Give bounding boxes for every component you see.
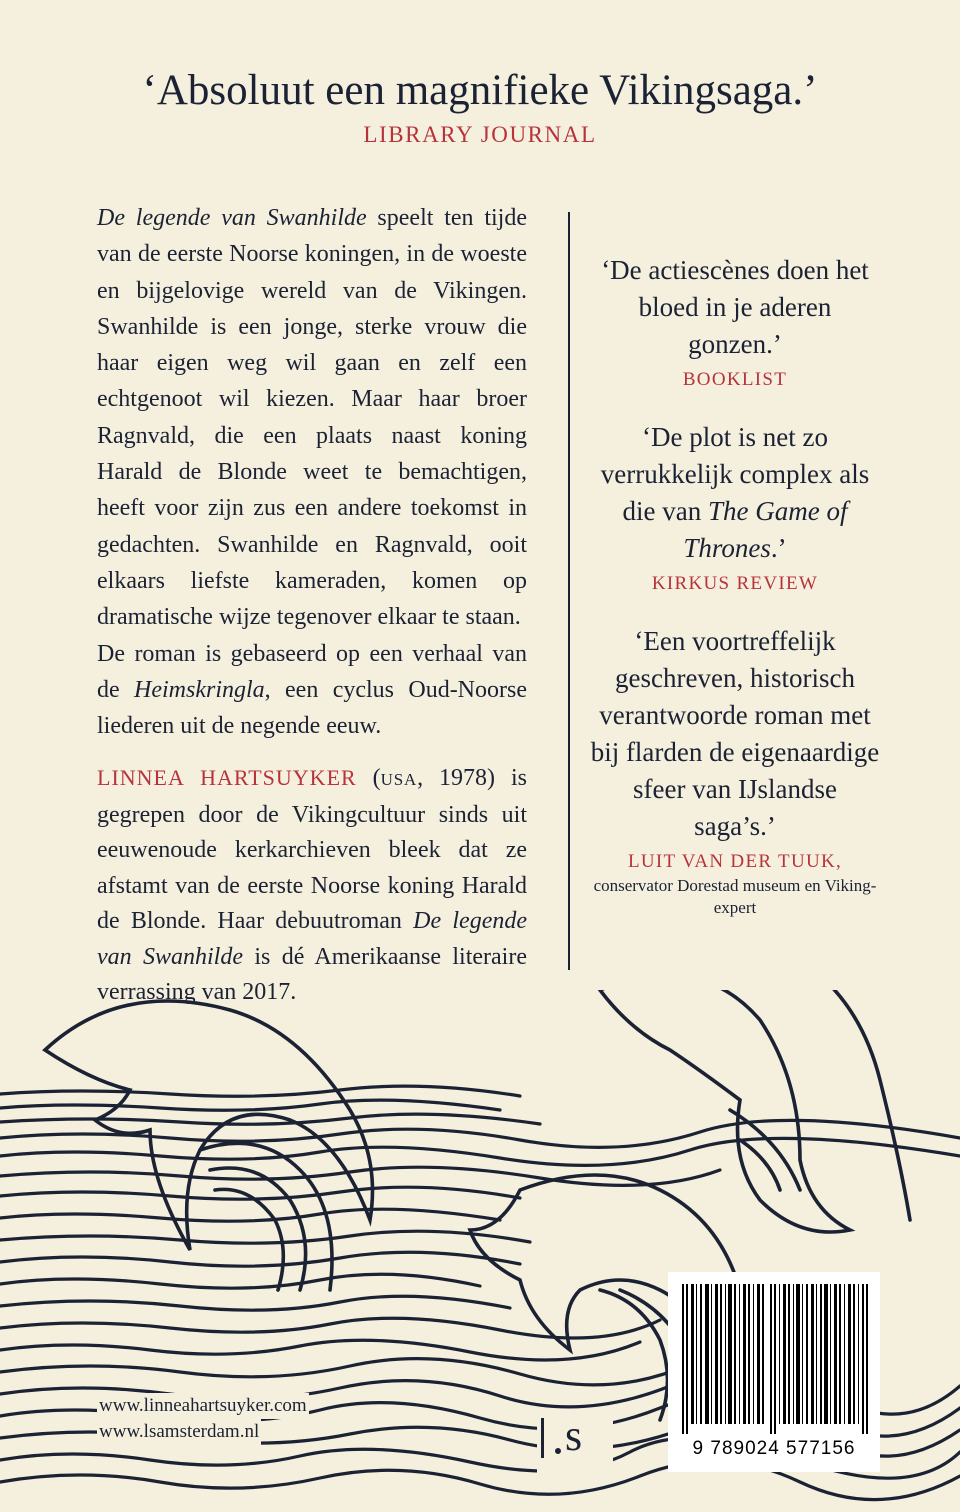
blurb-paragraph-1: [97, 200, 527, 636]
review-quote-text: .’: [770, 533, 787, 563]
debut-title: De legende van Swanhilde: [97, 908, 527, 970]
publisher-logo: [537, 1412, 613, 1476]
book-title: De legende van Swanhilde: [97, 205, 367, 231]
column-divider: [568, 212, 570, 970]
review-source: LUIT VAN DER TUUK,: [627, 851, 843, 872]
review-van-der-tuuk: [590, 623, 880, 919]
review-source: KIRKUS REVIEW: [651, 573, 819, 594]
headline-quote: ‘Absoluut een magnifieke Vikingsaga.’: [142, 67, 818, 114]
author-meta: (: [356, 765, 381, 791]
heimskringla-title: Heimskringla: [134, 676, 265, 703]
book-blurb: [97, 200, 527, 744]
barcode-bars: [682, 1284, 868, 1434]
game-of-thrones-title: The Game of Thrones: [683, 496, 848, 563]
review-kirkus: [590, 419, 880, 595]
logo-s-mark: s: [565, 1411, 583, 1460]
blurb-paragraph-2: [97, 636, 527, 745]
publisher-website-link[interactable]: www.lsamsterdam.nl: [97, 1419, 261, 1445]
isbn-barcode: [668, 1272, 880, 1472]
author-name: LINNEA HARTSUYKER: [97, 765, 357, 790]
logo-bar-mark: [541, 1418, 544, 1458]
review-booklist: [590, 252, 880, 391]
blurb-text: , een cyclus Oud-Noorse liederen uit de negende eeuw.: [97, 676, 527, 740]
author-website-link[interactable]: www.linneahartsuyker.com: [97, 1393, 309, 1419]
headline-quote-source: LIBRARY JOURNAL: [363, 122, 597, 147]
author-year: , 1978): [417, 765, 496, 791]
author-bio-text: is dé Amerikaanse literaire verrassing van 2017.: [97, 943, 527, 1005]
author-bio-text: is gegrepen door de Vikingcultuur sinds uit eeuwenoude kerkarchieven bleek dat ze afstamt van de eerste Noorse koning Harald de Blonde. Haar debuutroman: [97, 765, 527, 934]
logo-dot-mark: [555, 1448, 561, 1454]
reviewer-role: conservator Dorestad museum en Viking-expert: [593, 876, 877, 917]
review-column: [590, 252, 880, 947]
review-quote-text: ‘De plot is net zo verrukkelijk complex als die van: [600, 422, 870, 526]
author-bio: [97, 760, 527, 1011]
isbn-number: 9 789024 577156: [692, 1438, 856, 1459]
website-list: [97, 1393, 309, 1445]
review-quote: ‘Een voortreffelijk geschreven, historisch verantwoorde roman met bij flarden de eigenaardige sfeer van IJslandse saga’s.’: [590, 626, 880, 841]
author-country: USA: [380, 770, 418, 789]
blurb-text: speelt ten tijde van de eerste Noorse koningen, in de woeste en bijgelovige wereld van de Vikingen. Swanhilde is een jonge, sterke vrouw die haar eigen weg wil gaan en zelf een echtgenoot wil kiezen. Maar haar broer Ragnvald, die een plaats naast koning Harald de Blonde weet te bemachtigen, heeft voor zijn zus een andere toekomst in gedachten. Swanhilde en Ragnvald, ooit elkaars liefste kameraden, komen op dramatische wijze tegenover elkaar te staan.: [97, 205, 527, 631]
review-quote: [590, 419, 880, 567]
review-quote: ‘De actiescènes doen het bloed in je aderen gonzen.’: [601, 255, 869, 359]
blurb-text: De roman is gebaseerd op een verhaal van de: [97, 640, 527, 703]
review-source: BOOKLIST: [682, 369, 788, 390]
